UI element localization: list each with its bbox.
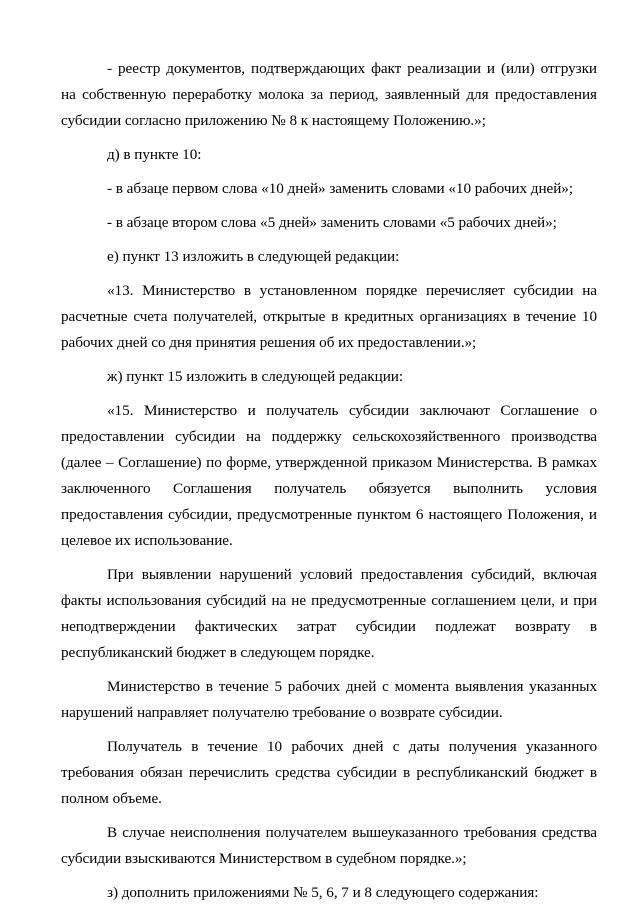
paragraph-registry: - реестр документов, подтверждающих факт реализации и (или) отгрузки на собственную переработку молока за период, заявленный для предоставления субсидии согласно приложению № 8 к настоящему Положению.»; (61, 60, 597, 129)
document-body (61, 56, 597, 906)
paragraph-clause-15: «15. Министерство и получатель субсидии заключают Соглашение о предоставлении субсидии на поддержку сельскохозяйственного производства (далее – Соглашение) по форме, утвержденной приказом Министерства. В рамках заключенного Соглашения получатель обязуется выполнить условия предоставления субсидии, предусмотренные пунктом 6 настоящего Положения, и целевое их использование. (61, 402, 597, 549)
paragraph-clause-13: «13. Министерство в установленном порядке перечисляет субсидии на расчетные счета получателей, открытые в кредитных организациях в течение 10 рабочих дней со дня принятия решения об их предоставлении.»; (61, 282, 597, 351)
paragraph-court-recovery: В случае неисполнения получателем вышеуказанного требования средства субсидии взыскиваются Министерством в судебном порядке.»; (61, 824, 597, 867)
paragraph-item-z: з) дополнить приложениями № 5, 6, 7 и 8 следующего содержания: (107, 884, 539, 901)
paragraph-item-zh: ж) пункт 15 изложить в следующей редакции: (107, 368, 404, 385)
paragraph-violations: При выявлении нарушений условий предоставления субсидий, включая факты использования субсидий на не предусмотренные соглашением цели, и при неподтверждении фактических затрат субсидии подлежат возврату в республиканский бюджет в следующем порядке. (61, 566, 597, 661)
paragraph-second-abzac: - в абзаце втором слова «5 дней» заменить словами «5 рабочих дней»; (107, 214, 557, 231)
paragraph-item-e: е) пункт 13 изложить в следующей редакции: (107, 248, 400, 265)
paragraph-first-abzac: - в абзаце первом слова «10 дней» заменить словами «10 рабочих дней»; (107, 180, 574, 197)
paragraph-recipient-return: Получатель в течение 10 рабочих дней с даты получения указанного требования обязан перечислить средства субсидии в республиканский бюджет в полном объеме. (61, 738, 597, 807)
paragraph-ministry-demand: Министерство в течение 5 рабочих дней с момента выявления указанных нарушений направляет получателю требование о возврате субсидии. (61, 678, 597, 721)
paragraph-item-d: д) в пункте 10: (107, 146, 202, 163)
